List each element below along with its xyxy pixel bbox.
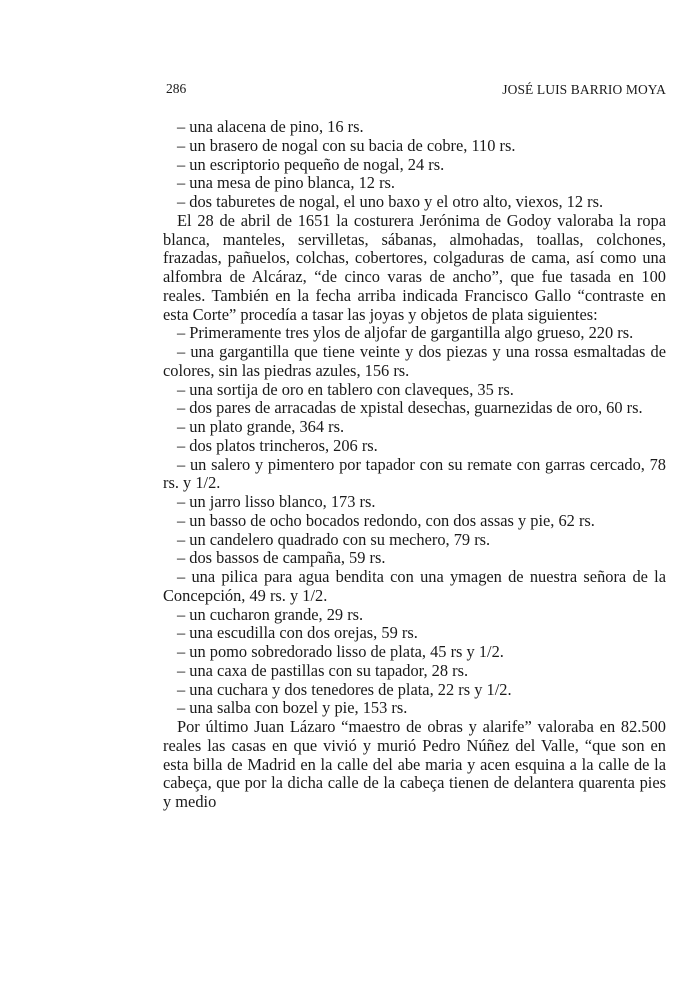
list-item: – un salero y pimentero por tapador con su remate con garras cercado, 78 rs. y 1/2. [163,454,666,493]
list-item: – un jarro lisso blanco, 173 rs. [177,492,376,511]
list-item: – dos bassos de campaña, 59 rs. [177,548,386,568]
list-item: – un pomo sobredorado lisso de plata, 45 rs y 1/2. [177,642,504,661]
list-item: – una salba con bozel y pie, 153 rs. [177,698,408,718]
list-item: – un plato grande, 364 rs. [177,417,345,436]
list-item: – una mesa de pino blanca, 12 rs. [177,173,396,193]
list-item: – un escriptorio pequeño de nogal, 24 rs. [177,154,445,174]
list-item: – dos platos trincheros, 206 rs. [177,435,378,455]
list-item: – una gargantilla que tiene veinte y dos piezas y una rossa esmaltadas de colores, sin las piedras azules, 156 rs. [163,342,666,380]
list-item: – Primeramente tres ylos de aljofar de gargantilla algo grueso, 220 rs. [177,323,634,343]
list-item: – una sortija de oro en tablero con claveques, 35 rs. [177,379,514,399]
body-text [163,118,666,812]
list-item: – una alacena de pino, 16 rs. [177,117,364,136]
list-item: – dos pares de arracadas de xpistal desechas, guarnezidas de oro, 60 rs. [177,398,643,418]
paragraph: Por último Juan Lázaro “maestro de obras y alarife” valoraba en 82.500 reales las casas en que vivió y murió Pedro Núñez del Valle, “que son en esta billa de Madrid en la calle del abe maria y acen esquina a la calle de la cabeça, que por la dicha calle de la cabeça tienen de delantera quarenta pies y medio [163,717,666,811]
paragraph: El 28 de abril de 1651 la costurera Jerónima de Godoy valoraba la ropa blanca, manteles, servilletas, sábanas, almohadas, toallas, colchones, frazadas, pañuelos, colchas, cobertores, colgaduras de cama, así como una alfombra de Alcáraz, “de cinco varas de ancho”, que fue tasada en 100 reales. También en la fecha arriba indicada Francisco Gallo “contraste en esta Corte” procedía a tasar las joyas y objetos de plata siguientes: [163,210,666,324]
list-item: – una escudilla con dos orejas, 59 rs. [177,623,418,643]
list-item: – una cuchara y dos tenedores de plata, 22 rs y 1/2. [177,679,512,699]
page-number: 286 [166,81,187,96]
list-item: – un brasero de nogal con su bacia de cobre, 110 rs. [177,135,516,155]
list-item: – un candelero quadrado con su mechero, 79 rs. [177,529,491,549]
running-head: JOSÉ LUIS BARRIO MOYA [502,82,666,97]
list-item: – un cucharon grande, 29 rs. [177,604,364,624]
list-item: – una caxa de pastillas con su tapador, 28 rs. [177,660,469,680]
list-item: – dos taburetes de nogal, el uno baxo y el otro alto, viexos, 12 rs. [177,192,604,211]
list-item: – un basso de ocho bocados redondo, con dos assas y pie, 62 rs. [177,510,595,530]
list-item: – una pilica para agua bendita con una ymagen de nuestra señora de la Concepción, 49 rs. y 1/2. [163,567,666,605]
